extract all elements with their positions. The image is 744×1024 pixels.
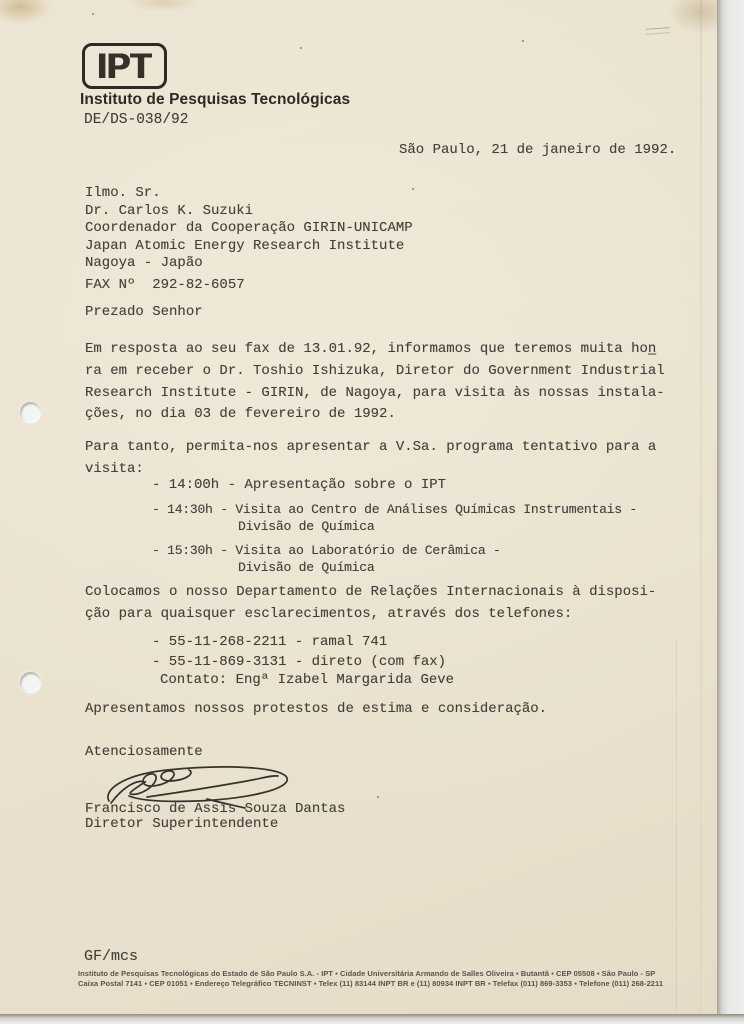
pencil-smudge: [646, 27, 670, 35]
paper-crease: [676, 640, 677, 1014]
signer-title: Diretor Superintendente: [85, 816, 279, 832]
text-line: Para tanto, permita-nos apresentar a V.Sa. programa tentativo para a: [85, 439, 657, 455]
paragraph-1: [85, 339, 665, 426]
signer-name: Francisco de Assis Souza Dantas: [85, 801, 346, 817]
scanner-background-right: [717, 0, 744, 1016]
text-line: - 15:30h - Visita ao Laboratório de Cerâmica -: [152, 543, 501, 558]
footer-line-2: Caixa Postal 7141 ▪ CEP 01051 ▪ Endereço Telegráfico TECNINST ▪ Telex (11) 83144 INPT BR e (11) 80934 INPT BR ▪ Telefax (011) 869-3353 ▪ Telefone (011) 268-2211: [78, 979, 664, 988]
punch-hole-top: [20, 402, 41, 423]
contact-line: Contato: Engª Izabel Margarida Geve: [160, 672, 455, 688]
organization-name: Instituto de Pesquisas Tecnológicas: [80, 91, 351, 108]
scanner-background-bottom: [0, 1014, 744, 1024]
recipient-block: [85, 185, 413, 273]
punch-hole-bottom: [20, 672, 41, 693]
schedule-list: [152, 477, 637, 583]
date-line: São Paulo, 21 de janeiro de 1992.: [399, 142, 677, 158]
speck: [377, 796, 379, 798]
ipt-logo: [82, 43, 167, 89]
text-line: - 14:00h - Apresentação sobre o IPT: [152, 477, 447, 493]
schedule-item: [152, 542, 637, 576]
text-line: Divisão de Química: [238, 560, 375, 575]
text-line: Divisão de Química: [238, 519, 375, 534]
paper-stain: [126, 0, 200, 12]
speck: [300, 47, 302, 49]
text-line: ção para quaisquer esclarecimentos, através dos telefones:: [85, 605, 573, 622]
text-line: - 14:30h - Visita ao Centro de Análises Químicas Instrumentais -: [152, 502, 637, 517]
reference-number: DE/DS-038/92: [84, 112, 189, 128]
text-line: Coordenador da Cooperação GIRIN-UNICAMP: [85, 220, 413, 236]
text-line: Nagoya - Japão: [85, 255, 203, 271]
text-line: - 55-11-268-2211 - ramal 741: [152, 634, 388, 650]
valediction: Atenciosamente: [85, 744, 203, 760]
text-line: Japan Atomic Energy Research Institute: [85, 237, 405, 254]
salutation: Prezado Senhor: [85, 304, 203, 320]
phone-list: [152, 633, 446, 672]
fax-number-line: FAX Nº 292-82-6057: [85, 277, 245, 293]
text-line: visita:: [85, 460, 144, 477]
paragraph-2: [85, 437, 656, 481]
speck: [522, 40, 524, 42]
text-line: Ilmo. Sr.: [85, 185, 161, 201]
letterhead-footer: [78, 969, 708, 989]
paper-stain: [0, 0, 52, 24]
text-line: ra em receber o Dr. Toshio Ishizuka, Diretor do Government Industrial: [85, 362, 665, 379]
footer-line-1: Instituto de Pesquisas Tecnológicas do Estado de São Paulo S.A. - IPT ▪ Cidade Universitária Armando de Salles Oliveira ▪ Butantã ▪ CEP 05508 ▪ São Paulo - SP: [78, 969, 656, 978]
schedule-item: [152, 501, 637, 535]
ipt-logo-text: IPT: [97, 46, 152, 86]
text-line: ções, no dia 03 de fevereiro de 1992.: [85, 406, 396, 423]
paper-crease: [700, 0, 702, 1014]
typist-initials: GF/mcs: [84, 948, 139, 965]
paragraph-3: [85, 582, 656, 626]
text-line: - 55-11-869-3131 - direto (com fax): [152, 653, 447, 670]
text-line: Em resposta ao seu fax de 13.01.92, informamos que teremos muita hon̲: [85, 341, 657, 357]
text-line: Research Institute - GIRIN, de Nagoya, para visita às nossas instala-: [85, 384, 665, 401]
schedule-item: [152, 477, 637, 494]
text-line: Colocamos o nosso Departamento de Relações Internacionais à disposi-: [85, 584, 657, 600]
closing-sentence: Apresentamos nossos protestos de estima e consideração.: [85, 701, 548, 717]
speck: [92, 13, 94, 15]
text-line: Dr. Carlos K. Suzuki: [85, 202, 254, 219]
